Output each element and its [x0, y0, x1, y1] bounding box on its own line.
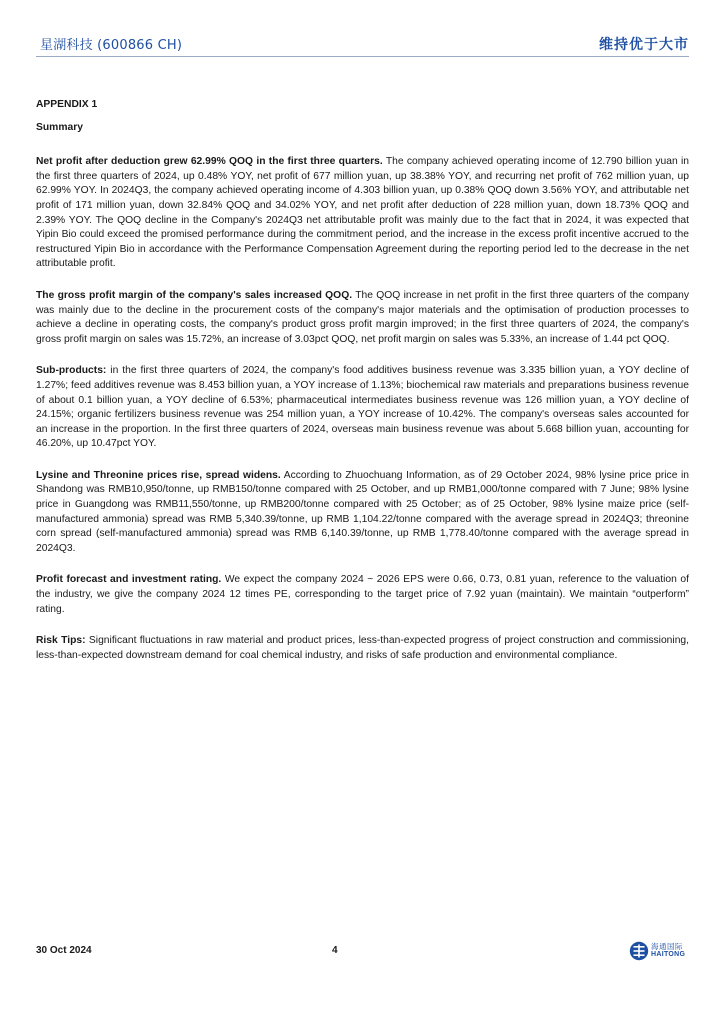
company-name: 星湖科技: [40, 38, 93, 53]
page-header: [36, 30, 689, 56]
paragraph-body: We expect the company 2024 ~ 2026 EPS were 0.66, 0.73, 0.81 yuan, reference to the valuation of the industry, we give the company 2024 12 times PE, corresponding to the target price of 7.92 yuan (maintain). We maintain “outperform” rating.: [36, 574, 689, 615]
logo-english-name: HAITONG: [651, 951, 686, 958]
paragraph-body: in the first three quarters of 2024, the company's food additives business revenue was 3.335 billion yuan, a YOY decline of 1.27%; feed additives revenue was 8.453 billion yuan, a YOY increase of 1.13%; biochemical raw materials and preparations business revenue of about 0.1 billion yuan, a YOY decline of 6.53%; pharmaceutical intermediates business revenue was 126 million yuan, a YOY decline of 24.15%; organic fertilizers business revenue was 254 million yuan, a YOY increase of 10.42%. The company's overseas sales accounted for an increase in the proportion. In the first three quarters of 2024, overseas main business revenue was about 5.668 billion yuan, accounting for 46.20%, up 10.47pct YOY.: [36, 365, 689, 450]
paragraph-risk-tips: [36, 634, 689, 663]
paragraph-sub-products: [36, 364, 689, 452]
paragraph-net-profit: [36, 155, 689, 272]
summary-heading: Summary: [36, 121, 83, 133]
ticker: (600866 CH): [97, 38, 183, 53]
paragraph-body: The company achieved operating income of 12.790 billion yuan in the first three quarters of 2024, up 0.48% YOY, net profit of 677 million yuan, up 38.38% YOY, and recurring net profit of 762 million yuan, up 62.99% YOY. In 2024Q3, the company achieved operating income of 4.303 billion yuan, up 0.38% QOQ down 3.56% YOY, and attributable net profit of 171 million yuan, down 32.84% QOQ and 34.02% YOY, and net profit after deduction of 228 million yuan, down 18.73% QOQ and 2.39% YOY. The QOQ decline in the Company's 2024Q3 net attributable profit was mainly due to the fact that in 2024, it was expected that Yipin Bio could exceed the promised performance during the commitment period, and the increase in the excess profit incentive accrued to the restructured Yipin Bio in accordance with the Performance Compensation Agreement during the reporting period led to the decrease in the net attributable profit.: [36, 156, 689, 270]
appendix-label: APPENDIX 1: [36, 99, 98, 110]
paragraph-lead: Sub-products:: [36, 365, 107, 377]
page-number: 4: [332, 945, 338, 956]
header-divider: [36, 56, 689, 57]
paragraph-body: Significant fluctuations in raw material and product prices, less-than-expected progress of project construction and commissioning, less-than-expected downstream demand for coal chemical industry, and risks of safe production and environmental compliance.: [36, 635, 690, 661]
logo-chinese-name: 海通国际: [651, 942, 683, 951]
paragraph-body: According to Zhuochuang Information, as of 29 October 2024, 98% lysine price price in Shandong was RMB10,950/tonne, up RMB150/tonne compared with 25 October, and up RMB1,000/tonne compared with 7 June; 98% lysine price in Guangdong was RMB11,550/tonne, up RMB200/tonne compared with 25 October; as of 25 October, 98% lysine maize price (self-manufactured ammonia) spread was RMB 5,340.39/tonne, up RMB 1,104.22/tonne compared with the average spread in 2024Q3; threonine corn spread (self-manufactured ammonia) spread was RMB 6,140.39/tonne, up RMB 1,778.40/tonne compared with the average spread in 2024Q3.: [36, 469, 689, 554]
report-date: 30 Oct 2024: [36, 945, 92, 956]
page-footer: [36, 940, 689, 966]
paragraph-lead: Net profit after deduction grew 62.99% QOQ in the first three quarters.: [36, 156, 383, 168]
header-rating-slogan: 维持优于大市: [599, 37, 689, 53]
report-body: [36, 98, 689, 680]
paragraph-lead: Risk Tips:: [36, 635, 86, 647]
paragraph-body: The QOQ increase in net profit in the first three quarters of the company was mainly due to the decline in the procurement costs of the company's major materials and the optimisation of production processes to achieve a decline in operating costs, the company's product gross profit margin improved; in the first three quarters of 2024, the company's gross profit margin on sales was 15.72%, an increase of 3.03pct QOQ, net profit margin on sales was 5.33%, an increase of 1.44 pct QOQ.: [36, 289, 689, 345]
header-company: [40, 34, 182, 53]
haitong-logo-icon: [629, 941, 649, 961]
paragraph-profit-forecast: [36, 573, 689, 617]
paragraph-lead: Profit forecast and investment rating.: [36, 574, 222, 586]
paragraph-lysine-threonine: [36, 469, 689, 557]
paragraph-lead: The gross profit margin of the company's sales increased QOQ.: [36, 289, 353, 301]
paragraph-gross-margin: [36, 289, 689, 347]
paragraph-lead: Lysine and Threonine prices rise, spread widens.: [36, 469, 281, 481]
haitong-logo: [629, 940, 689, 962]
